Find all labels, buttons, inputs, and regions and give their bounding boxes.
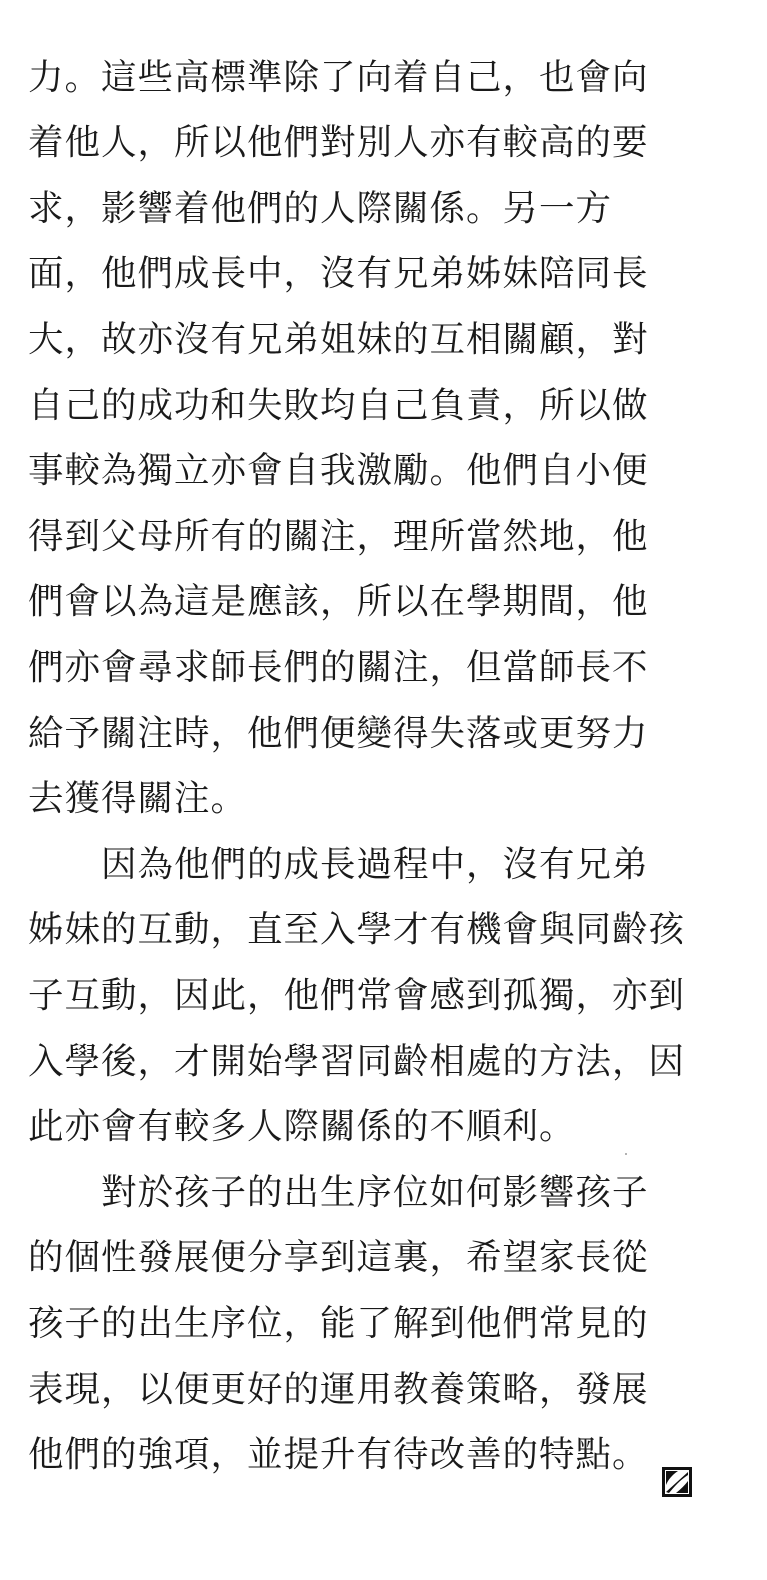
text-line-15: 子互動，因此，他們常會感到孤獨，亦到 [28,975,686,1016]
text-line-11: 給予關注時，他們便變得失落或更努力 [28,713,649,754]
text-line-5: 大，故亦沒有兄弟姐妹的互相關顧，對 [28,319,649,360]
text-line-1: 力。這些高標準除了向着自己，也會向 [28,57,649,98]
text-line-10: 們亦會尋求師長們的關注，但當師長不 [28,647,649,688]
text-line-20: 孩子的出生序位，能了解到他們常見的 [28,1303,649,1344]
text-line-4: 面，他們成長中，沒有兄弟姊妹陪同長 [28,253,649,294]
text-line-6: 自己的成功和失敗均自己負責，所以做 [28,385,649,426]
text-line-7: 事較為獨立亦會自我激勵。他們自小便 [28,450,649,491]
text-line-22: 他們的強項，並提升有待改善的特點。 [28,1434,649,1475]
text-line-14: 姊妹的互動，直至入學才有機會與同齡孩 [28,909,686,950]
text-line-2: 着他人，所以他們對別人亦有較高的要 [28,122,649,163]
text-line-13: 因為他們的成長過程中，沒有兄弟 [28,844,649,885]
scan-speck [625,1153,627,1155]
text-line-16: 入學後，才開始學習同齡相處的方法，因 [28,1041,686,1082]
text-line-8: 得到父母所有的關注，理所當然地，他 [28,516,649,557]
text-line-17: 此亦會有較多人際關係的不順利。 [28,1106,576,1147]
article-end-square-icon [662,1467,692,1497]
text-line-9: 們會以為這是應該，所以在學期間，他 [28,581,649,622]
text-line-18: 對於孩子的出生序位如何影響孩子 [28,1172,649,1213]
text-line-21: 表現，以便更好的運用教養策略，發展 [28,1369,649,1410]
text-line-12: 去獲得關注。 [28,778,248,819]
text-line-3: 求，影響着他們的人際關係。另一方 [28,188,613,229]
text-line-19: 的個性發展便分享到這裏，希望家長從 [28,1237,649,1278]
